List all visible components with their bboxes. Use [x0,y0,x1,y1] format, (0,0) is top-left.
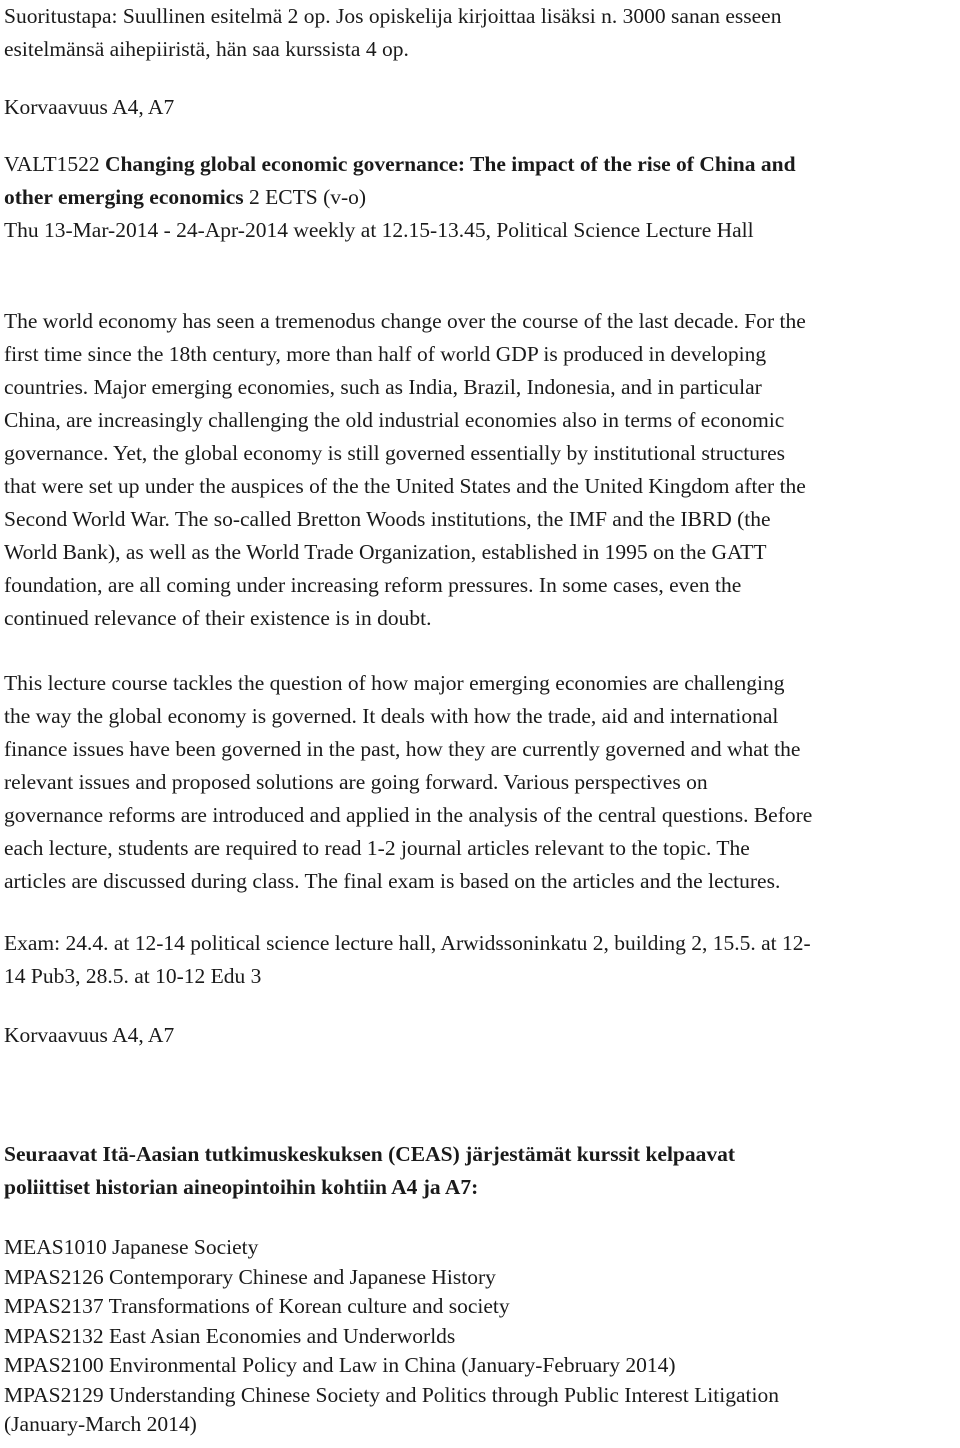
text-line: relevant issues and proposed solutions are going forward. Various perspectives on [4,770,708,794]
text-line: foundation, are all coming under increasing reform pressures. In some cases, even the [4,573,742,597]
list-item: (January-March 2014) [4,1412,197,1436]
exam-info [4,927,956,993]
text-line: articles are discussed during class. The final exam is based on the articles and the lectures. [4,869,781,893]
text-line: 14 Pub3, 28.5. at 10-12 Edu 3 [4,964,262,988]
heading-line: poliittiset historian aineopintoihin kohtiin A4 ja A7: [4,1175,479,1199]
list-item: MEAS1010 Japanese Society [4,1235,259,1259]
list-item: MPAS2100 Environmental Policy and Law in China (January-February 2014) [4,1353,676,1377]
heading-line: Seuraavat Itä-Aasian tutkimuskeskuksen (CEAS) järjestämät kurssit kelpaavat [4,1142,736,1166]
course-header [4,148,956,247]
course-title-line [4,181,956,214]
text-line: each lecture, students are required to read 1-2 journal articles relevant to the topic. The [4,836,750,860]
course-title: Changing global economic governance: The impact of the rise of China and [104,152,796,176]
course-schedule: Thu 13-Mar-2014 - 24-Apr-2014 weekly at 12.15-13.45, Political Science Lecture Hall [4,218,754,242]
ceas-heading [4,1138,956,1204]
course-title-line [4,148,956,181]
text-line: countries. Major emerging economies, such as India, Brazil, Indonesia, and in particular [4,375,762,399]
text-line: World Bank), as well as the World Trade Organization, established in 1995 on the GATT [4,540,767,564]
course-title-cont: other emerging economics [4,185,244,209]
assessment-method-text [4,0,956,66]
text-line: The world economy has seen a tremenodus change over the course of the last decade. For the [4,309,806,333]
text-line: that were set up under the auspices of the the United States and the United Kingdom after the [4,474,806,498]
course-description-paragraph-1 [4,305,956,635]
text-line: governance. Yet, the global economy is still governed essentially by institutional structures [4,441,786,465]
text-line: This lecture course tackles the question of how major emerging economies are challenging [4,671,785,695]
course-code: VALT1522 [4,152,100,176]
text-line: continued relevance of their existence is in doubt. [4,606,432,630]
list-item: MPAS2137 Transformations of Korean culture and society [4,1294,510,1318]
list-item: MPAS2129 Understanding Chinese Society and Politics through Public Interest Litigation [4,1382,779,1407]
text-line: governance reforms are introduced and applied in the analysis of the central questions. Before [4,803,813,827]
text-line: Suoritustapa: Suullinen esitelmä 2 op. Jos opiskelija kirjoittaa lisäksi n. 3000 sanan esseen [4,4,782,28]
course-credits: 2 ECTS (v-o) [249,185,367,209]
equivalence-text: Korvaavuus A4, A7 [4,1023,175,1047]
list-item: MPAS2126 Contemporary Chinese and Japanese History [4,1264,496,1289]
equivalence-note [4,91,956,124]
text-line: first time since the 18th century, more than half of world GDP is produced in developing [4,342,767,366]
text-line: esitelmänsä aihepiiristä, hän saa kurssista 4 op. [4,37,409,61]
text-line: China, are increasingly challenging the old industrial economies also in terms of economic [4,408,785,432]
ceas-course-list [4,1233,956,1440]
text-line: finance issues have been governed in the past, how they are currently governed and what the [4,737,801,761]
text-line: Exam: 24.4. at 12-14 political science lecture hall, Arwidssoninkatu 2, building 2, 15.5. at 12- [4,931,811,955]
equivalence-note [4,1019,956,1052]
course-description-paragraph-2 [4,667,956,898]
equivalence-text: Korvaavuus A4, A7 [4,95,175,119]
text-line: Second World War. The so-called Bretton Woods institutions, the IMF and the IBRD (the [4,507,771,531]
text-line: the way the global economy is governed. It deals with how the trade, aid and international [4,704,779,728]
list-item: MPAS2132 East Asian Economies and Underworlds [4,1323,456,1348]
